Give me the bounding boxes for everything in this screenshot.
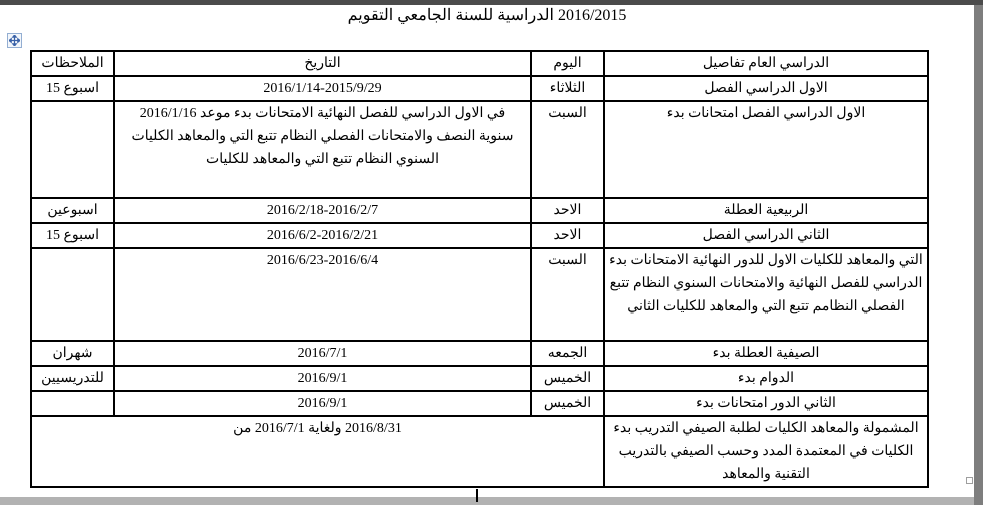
table-row	[31, 248, 928, 341]
details-cell[interactable]: بدء الدوام	[604, 366, 928, 391]
notes-cell[interactable]	[31, 391, 114, 416]
date-cell[interactable]: 2016/7/1	[114, 341, 531, 366]
details-cell[interactable]: بدء امتحانات الدور الثاني	[604, 391, 928, 416]
notes-cell[interactable]	[31, 248, 114, 341]
page-title[interactable]: التقويم الجامعي للسنة الدراسية 2016/2015	[347, 7, 627, 24]
details-cell[interactable]: الفصل الدراسي الثاني	[604, 223, 928, 248]
day-cell[interactable]: الاحد	[531, 198, 604, 223]
day-cell[interactable]: الخميس	[531, 366, 604, 391]
table-header-row	[31, 51, 928, 76]
date-cell[interactable]: 2016/1/16 موعد بدء الامتحانات النهائية للفصل الدراسي الاول في الكليات والمعاهد التي تتبع النظام الفصلي والامتحانات النصف سنوية للكليات والمعاهد التي تتبع النظام السنوي	[114, 101, 531, 198]
notes-cell[interactable]: شهران	[31, 341, 114, 366]
table-row	[31, 416, 928, 487]
details-cell[interactable]: بدء التدريب الصيفي لطلبة الكليات والمعاهد المشمولة بالتدريب الصيفي وحسب المدد المعتمدة في الكليات والمعاهد التقنية	[604, 416, 928, 487]
date-cell[interactable]: 2016/1/14-2015/9/29	[114, 76, 531, 101]
table-row	[31, 341, 928, 366]
date-cell[interactable]: 2016/9/1	[114, 391, 531, 416]
details-cell[interactable]: بدء الامتحانات النهائية للدور الاول للكليات والمعاهد التي تتبع النظام السنوي والامتحانات النهائية للفصل الدراسي الثاني للكليات والمعاهد التي تتبع النظامم الفصلي	[604, 248, 928, 341]
page-edge-right	[974, 5, 983, 505]
table-row	[31, 366, 928, 391]
day-cell[interactable]: السبت	[531, 248, 604, 341]
table-row	[31, 101, 928, 198]
table-resize-handle[interactable]	[966, 477, 973, 484]
date-cell[interactable]: 2016/6/2-2016/2/21	[114, 223, 531, 248]
table-row	[31, 198, 928, 223]
header-notes[interactable]: الملاحظات	[31, 51, 114, 76]
day-cell[interactable]: السبت	[531, 101, 604, 198]
date-cell[interactable]: 2016/6/23-2016/6/4	[114, 248, 531, 341]
details-cell[interactable]: بدء امتحانات الفصل الدراسي الاول	[604, 101, 928, 198]
table-row	[31, 223, 928, 248]
details-cell[interactable]: الفصل الدراسي الاول	[604, 76, 928, 101]
notes-cell[interactable]: اسبوعين	[31, 198, 114, 223]
notes-cell[interactable]: 15 اسبوع	[31, 223, 114, 248]
header-date[interactable]: التاريخ	[114, 51, 531, 76]
header-details[interactable]: تفاصيل العام الدراسي	[604, 51, 928, 76]
table-row	[31, 391, 928, 416]
notes-cell[interactable]: للتدريسيين	[31, 366, 114, 391]
day-cell[interactable]: الخميس	[531, 391, 604, 416]
day-cell[interactable]: الاحد	[531, 223, 604, 248]
date-cell[interactable]: 2016/2/18-2016/2/7	[114, 198, 531, 223]
details-cell[interactable]: العطلة الربيعية	[604, 198, 928, 223]
header-day[interactable]: اليوم	[531, 51, 604, 76]
academic-calendar-table	[30, 50, 929, 488]
day-cell[interactable]: الثلاثاء	[531, 76, 604, 101]
four-way-move-arrow-icon	[9, 35, 20, 46]
text-cursor	[476, 489, 478, 502]
day-cell[interactable]: الجمعه	[531, 341, 604, 366]
date-span-cell[interactable]: من 2016/7/1 ولغاية 2016/8/31	[31, 416, 604, 487]
table-row	[31, 76, 928, 101]
notes-cell[interactable]	[31, 101, 114, 198]
page-edge-bottom	[0, 497, 974, 505]
notes-cell[interactable]: 15 اسبوع	[31, 76, 114, 101]
table-move-handle[interactable]	[7, 33, 22, 48]
date-cell[interactable]: 2016/9/1	[114, 366, 531, 391]
details-cell[interactable]: بدء العطلة الصيفية	[604, 341, 928, 366]
